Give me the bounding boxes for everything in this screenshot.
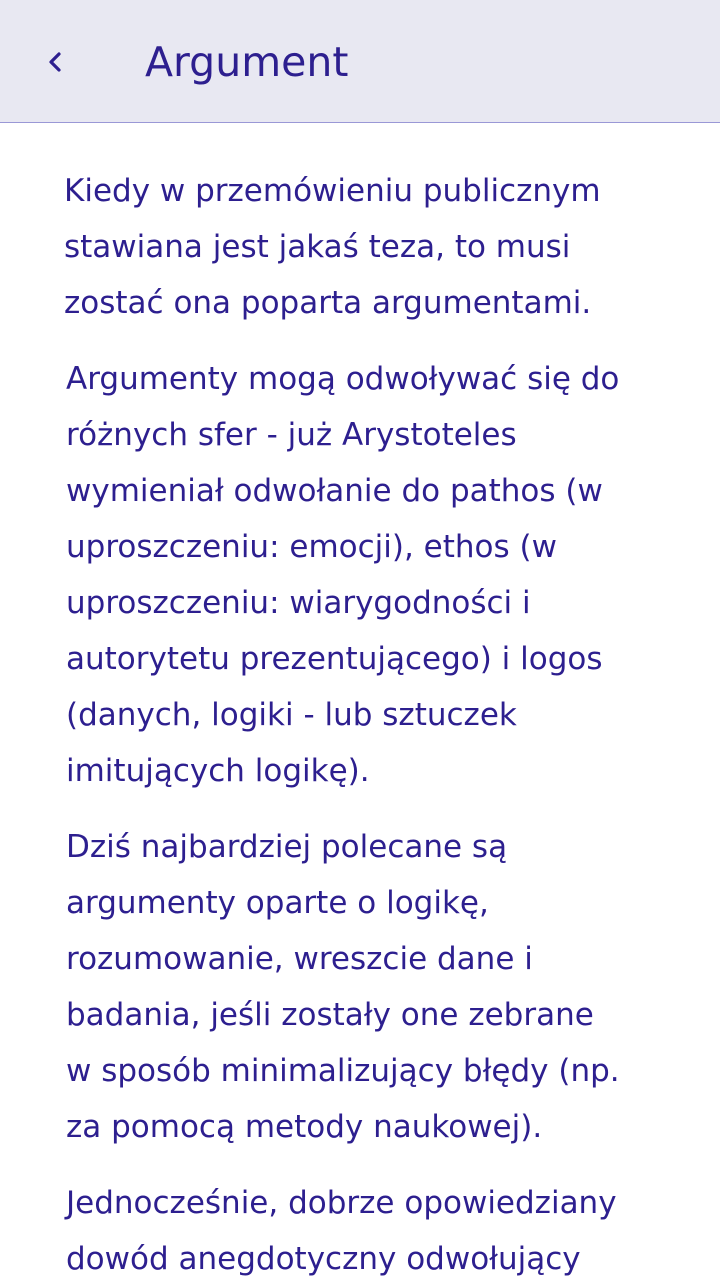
page-title: Argument — [145, 38, 349, 86]
paragraph: Kiedy w przemówieniu publicznym stawiana jest jakaś teza, to musi zostać ona poparta argumentami. — [64, 173, 601, 321]
app-bar — [0, 0, 720, 123]
paragraph: Argumenty mogą odwoływać się do różnych sfer - już Arystoteles wymieniał odwołanie do pathos (w uproszczeniu: emocji), ethos (w uproszczeniu: wiarygodności i autorytetu prezentującego) i logos (danych, logiki - lub sztuczek imitujących logikę). — [66, 361, 620, 789]
chevron-left-icon — [45, 51, 67, 73]
back-button[interactable] — [28, 34, 84, 90]
article-content[interactable] — [0, 124, 720, 1280]
paragraph: Dziś najbardziej polecane są argumenty oparte o logikę, rozumowanie, wreszcie dane i badania, jeśli zostały one zebrane w sposób minimalizujący błędy (np. za pomocą metody naukowej). — [66, 829, 620, 1145]
paragraph: Jednocześnie, dobrze opowiedziany dowód anegdotyczny odwołujący — [66, 1185, 617, 1277]
